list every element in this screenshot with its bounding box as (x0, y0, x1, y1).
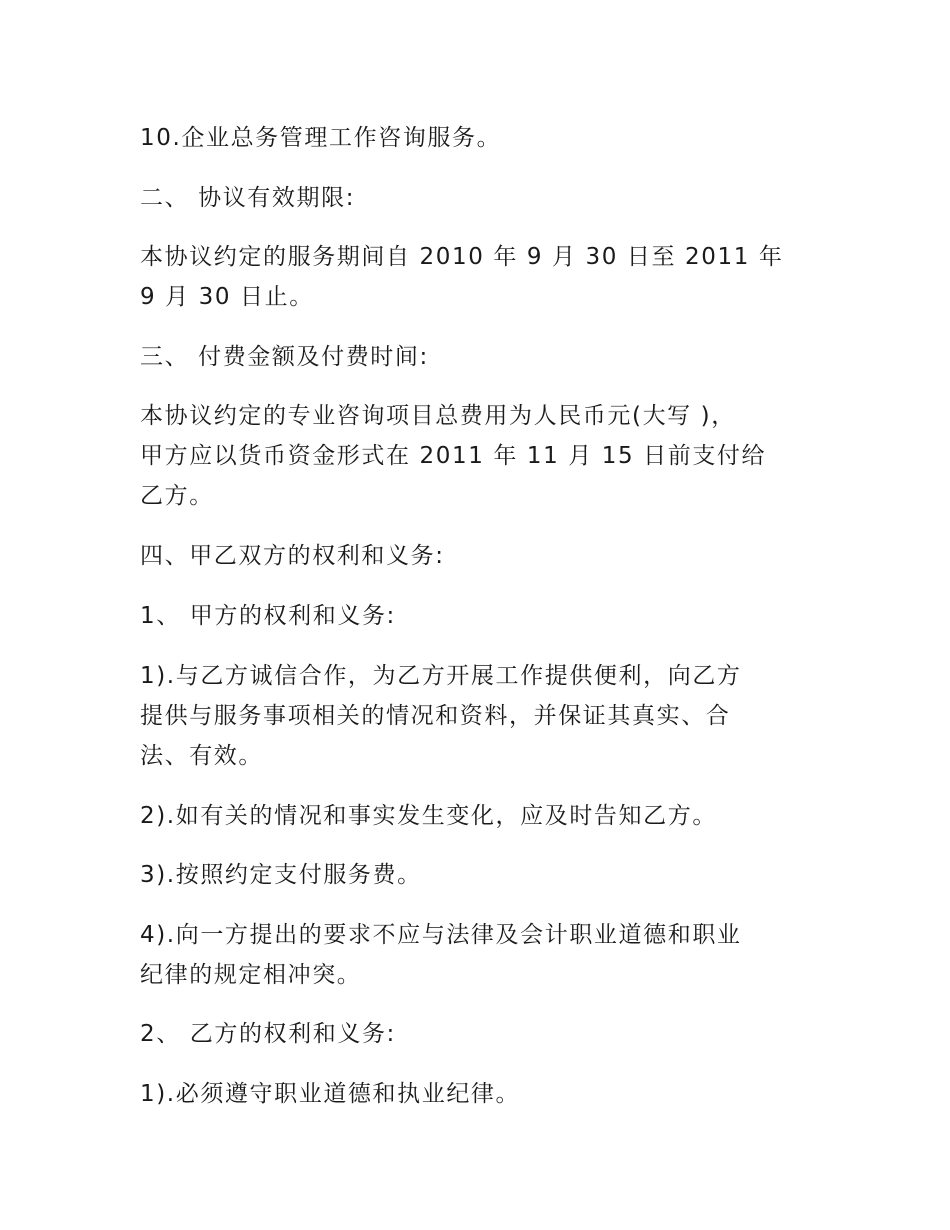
text-line: 1).必须遵守职业道德和执业纪律。 (140, 1081, 521, 1107)
text-line: 9 月 30 日止。 (140, 284, 314, 310)
section-heading: 二、 协议有效期限: (140, 185, 356, 211)
text-line: 纪律的规定相冲突。 (140, 962, 362, 988)
text-line: 3).按照约定支付服务费。 (140, 862, 422, 888)
text-line: 1).与乙方诚信合作，为乙方开展工作提供便利，向乙方 (140, 663, 742, 689)
text-line: 乙方。 (140, 483, 214, 509)
section-heading: 四、甲乙双方的权利和义务: (140, 543, 445, 569)
text-line: 4).向一方提出的要求不应与法律及会计职业道德和职业 (140, 922, 742, 948)
text-line: 本协议约定的专业咨询项目总费用为人民币元(大写 )， (140, 403, 736, 429)
text-line: 法、有效。 (140, 743, 263, 769)
subsection-heading: 2、 乙方的权利和义务: (140, 1021, 396, 1047)
text-line: 2).如有关的情况和事实发生变化，应及时告知乙方。 (140, 803, 717, 829)
text-line: 10.企业总务管理工作咨询服务。 (140, 125, 502, 151)
subsection-heading: 1、 甲方的权利和义务: (140, 603, 396, 629)
text-line: 提供与服务事项相关的情况和资料，并保证其真实、合 (140, 703, 731, 729)
text-line: 本协议约定的服务期间自 2010 年 9 月 30 日至 2011 年 (140, 244, 784, 270)
text-line: 甲方应以货币资金形式在 2011 年 11 月 15 日前支付给 (140, 443, 767, 469)
section-heading: 三、 付费金额及付费时间: (140, 344, 429, 370)
